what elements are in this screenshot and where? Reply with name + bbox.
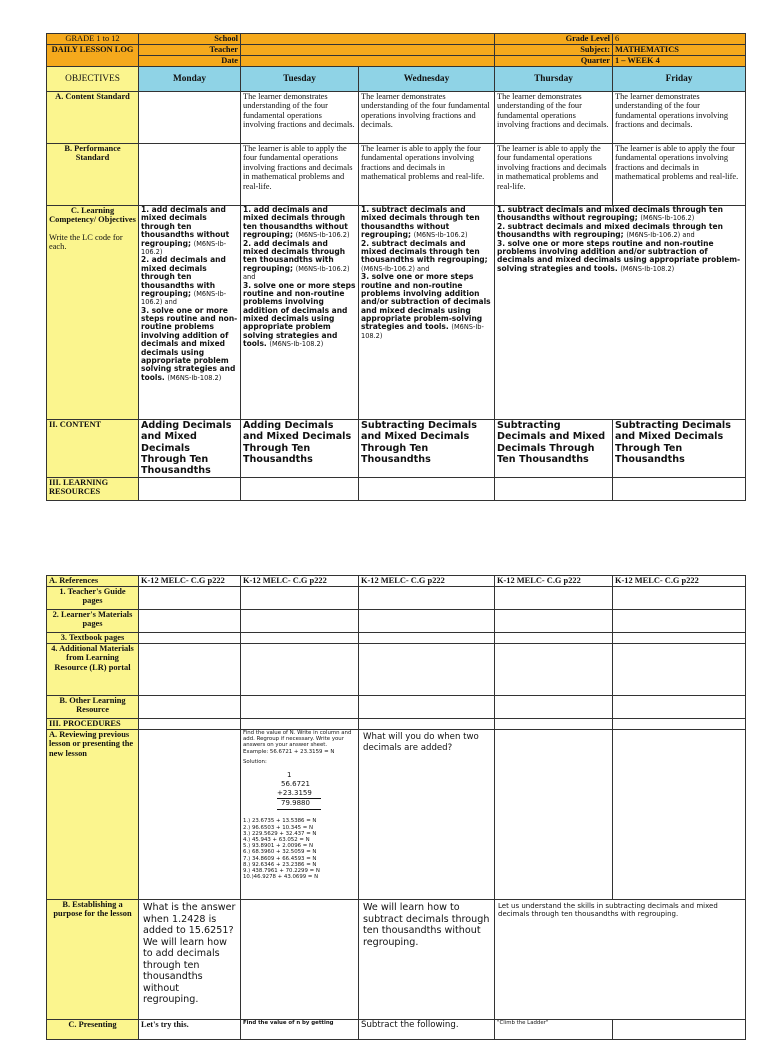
reviewing-instructions: Find the value of N. Write in column and add. Regroup if necessary. Write your answers on your answer sheet. [243, 730, 352, 749]
competency-tuesday [241, 206, 359, 420]
day-header-friday: Friday [613, 67, 746, 92]
day-header-thursday: Thursday [495, 67, 613, 92]
competency-item: 3. solve one or more steps routine and non-routine problems involving addition of decimals and mixed decimals using appropriate problem solving strategies and tools. (M6NS-Ib-108.2) [243, 280, 356, 349]
list-item: 5.) 93.8901 + 2.0096 = N [243, 843, 314, 850]
sum: 79.9880 [281, 799, 310, 808]
subject-label: Subject: [495, 45, 613, 56]
teacher-label: Teacher [139, 45, 241, 56]
learners-materials-label: 2. Learner's Materials pages [47, 610, 139, 633]
lc-code-note: Write the LC code for each. [49, 232, 123, 252]
purpose-tuesday [241, 900, 359, 1020]
competency-item: 1. subtract decimals and mixed decimals through ten thousandths without regrouping; (M6NS-Ib-106.2) [361, 205, 480, 240]
content-wednesday: Subtracting Decimals and Mixed Decimals Through Ten Thousandths [359, 420, 495, 478]
school-field[interactable] [241, 34, 495, 45]
competency-item: 3. solve one or more steps routine and non-routine problems involving addition and/or subtraction of decimals and mixed decimals using appropriate problem-solving strategies and tools. (M6NS-Ib-108.2) [497, 238, 741, 273]
day-header-wednesday: Wednesday [359, 67, 495, 92]
competency-item: 2. subtract decimals and mixed decimals through ten thousandths with regrouping; (M6NS-Ib-106.2) and [361, 238, 488, 273]
content-monday: Adding Decimals and Mixed Decimals Through Ten Thousandths [139, 420, 241, 478]
list-item: 1.) 23.6735 + 13.5386 = N [243, 818, 317, 825]
references-friday: K-12 MELC- C.G p222 [613, 576, 746, 587]
performance-standard-thursday: The learner is able to apply the four fundamental operations involving fractions and decimals in mathematical problems and real-life. [495, 144, 613, 206]
performance-standard-wednesday: The learner is able to apply the four fundamental operations involving fractions and decimals in mathematical problems and real-life. [359, 144, 495, 206]
date-field[interactable] [241, 56, 495, 67]
learning-resources-tuesday [241, 478, 359, 501]
competency-monday [139, 206, 241, 420]
content-tuesday: Adding Decimals and Mixed Decimals Through Ten Thousandths [241, 420, 359, 478]
list-item: 4.) 45.943 + 63.052 = N [243, 837, 310, 843]
content-standard-tuesday: The learner demonstrates understanding of the four fundamental operations involving fractions and decimals. [241, 92, 359, 144]
competency-item: 1. add decimals and mixed decimals through ten thousandths without regrouping; (M6NS-Ib-106.2) [243, 205, 350, 240]
list-item: 6.) 68.3960 + 32.5059 = N [243, 849, 317, 856]
references-monday: K-12 MELC- C.G p222 [139, 576, 241, 587]
presenting-thursday: "Climb the Ladder" [495, 1020, 613, 1040]
competency-item: 2. subtract decimals and mixed decimals through ten thousandths with regrouping; (M6NS-Ib-106.2) and [497, 221, 723, 240]
presenting-label: C. Presenting [47, 1020, 139, 1040]
performance-standard-tuesday: The learner is able to apply the four fundamental operations involving fractions and decimals in mathematical problems and real-life. [241, 144, 359, 206]
grade-cell: GRADE 1 to 12 [47, 34, 139, 45]
teachers-guide-label: 1. Teacher's Guide pages [47, 587, 139, 610]
reviewing-wednesday: What will you do when two decimals are added? [359, 730, 495, 900]
content-thursday: Subtracting Decimals and Mixed Decimals Through Ten Thousandths [495, 420, 613, 478]
objectives-heading: OBJECTIVES [47, 67, 139, 92]
list-item: 9.) 438.7961 + 70.2299 = N [243, 868, 320, 875]
competency-item: 3. solve one or more steps routine and non-routine problems involving addition and/or subtraction of decimals and mixed decimals using appropriate problem-solving strategies and tools. (M6NS-Ib-108.2) [361, 272, 491, 340]
purpose-monday: What is the answer when 1.2428 is added to 15.6251? We will learn how to add decimals through ten thousandths without regrouping. [139, 900, 241, 1020]
day-header-tuesday: Tuesday [241, 67, 359, 92]
lesson-log-procedures-table [46, 575, 746, 1040]
content-label: II. CONTENT [47, 420, 139, 478]
presenting-friday [613, 1020, 746, 1040]
learning-resources-label: III. LEARNING RESOURCES [47, 478, 139, 501]
list-item: 8.) 92.6346 + 23.2386 = N [243, 861, 317, 868]
addend-2: 23.3159 [282, 789, 312, 798]
subject-value: MATHEMATICS [613, 45, 746, 56]
performance-standard-monday [139, 144, 241, 206]
learning-resources-monday [139, 478, 241, 501]
competency-item: 2. add decimals and mixed decimals through ten thousandths with regrouping; (M6NS-Ib-106.2) and [243, 238, 350, 282]
references-wednesday: K-12 MELC- C.G p222 [359, 576, 495, 587]
reviewing-example: Example: 56.6721 + 23.3159 = N [243, 748, 335, 755]
grade-level-value: 6 [613, 34, 746, 45]
reviewing-friday [613, 730, 746, 900]
addend-1: 56.6721 [281, 780, 310, 789]
presenting-tuesday: Find the value of n by getting [241, 1020, 359, 1040]
teacher-field[interactable] [241, 45, 495, 56]
reviewing-monday [139, 730, 241, 900]
competency-item: 2. add decimals and mixed decimals through ten thousandths with regrouping; (M6NS-Ib-106.2) and [141, 255, 227, 307]
column-addition: 1 56.6721 +23.3159 79.9880 [277, 771, 356, 810]
procedures-label: III. PROCEDURES [47, 719, 139, 730]
competency-thursday-friday [495, 206, 746, 420]
school-label: School [139, 34, 241, 45]
grade-level-label: Grade Level [495, 34, 613, 45]
references-label: A. References [47, 576, 139, 587]
content-friday: Subtracting Decimals and Mixed Decimals Through Ten Thousandths [613, 420, 746, 478]
content-standard-thursday: The learner demonstrates understanding of the four fundamental operations involving fractions and decimals. [495, 92, 613, 144]
day-header-monday: Monday [139, 67, 241, 92]
competency-item: 1. subtract decimals and mixed decimals through ten thousandths without regrouping; (M6NS-Ib-106.2) [497, 205, 723, 223]
content-standard-label: A. Content Standard [47, 92, 139, 144]
list-item: 3.) 229.5629 + 32.437 = N [243, 830, 317, 837]
list-item: 7.) 34.8609 + 66.4593 = N [243, 855, 317, 862]
textbook-pages-label: 3. Textbook pages [47, 633, 139, 644]
presenting-wednesday: Subtract the following. [359, 1020, 495, 1040]
reviewing-tuesday [241, 730, 359, 900]
daily-lesson-log-title: DAILY LESSON LOG [47, 45, 139, 67]
quarter-value: 1 – WEEK 4 [613, 56, 746, 67]
quarter-label: Quarter [495, 56, 613, 67]
purpose-label: B. Establishing a purpose for the lesson [47, 900, 139, 1020]
learning-resources-friday [613, 478, 746, 501]
list-item: 2.) 96.6503 + 10.345 = N [243, 824, 314, 831]
learning-resources-thursday [495, 478, 613, 501]
lesson-log-objectives-table [46, 33, 746, 501]
carry-digit: 1 [287, 771, 292, 780]
solution-label: Solution: [243, 758, 267, 765]
competency-item: 3. solve one or more steps routine and non-routine problems involving addition of decimals and mixed decimals using appropriate problem solving strategies and tools. (M6NS-Ib-108.2) [141, 305, 238, 382]
competency-item: 1. add decimals and mixed decimals through ten thousandths without regrouping; (M6NS-Ib-106.2) [141, 205, 230, 256]
reviewing-label: A. Reviewing previous lesson or presenting the new lesson [47, 730, 139, 900]
performance-standard-label: B. Performance Standard [47, 144, 139, 206]
presenting-monday: Let's try this. [139, 1020, 241, 1040]
other-resources-label: B. Other Learning Resource [47, 696, 139, 719]
performance-standard-friday: The learner is able to apply the four fundamental operations involving fractions and decimals in mathematical problems and real-life. [613, 144, 746, 206]
learning-competency-label: C. Learning Competency/ Objectives [49, 206, 136, 225]
references-thursday: K-12 MELC- C.G p222 [495, 576, 613, 587]
content-standard-wednesday: The learner demonstrates understanding of the four fundamental operations involving fractions and decimals. [359, 92, 495, 144]
list-item: 10.)46.9278 + 43.0699 = N [243, 874, 319, 881]
reviewing-thursday [495, 730, 613, 900]
competency-wednesday [359, 206, 495, 420]
date-label: Date [139, 56, 241, 67]
practice-items [243, 818, 356, 880]
additional-materials-label: 4. Additional Materials from Learning Resource (LR) portal [47, 644, 139, 696]
learning-resources-wednesday [359, 478, 495, 501]
learning-competency-label-cell [47, 206, 139, 420]
purpose-wednesday: We will learn how to subtract decimals through ten thousandths without regrouping. [359, 900, 495, 1020]
content-standard-friday: The learner demonstrates understanding of the four fundamental operations involving fractions and decimals. [613, 92, 746, 144]
content-standard-monday [139, 92, 241, 144]
references-tuesday: K-12 MELC- C.G p222 [241, 576, 359, 587]
purpose-thursday: Let us understand the skills in subtracting decimals and mixed decimals through ten thousandths with regrouping. [495, 900, 746, 1020]
